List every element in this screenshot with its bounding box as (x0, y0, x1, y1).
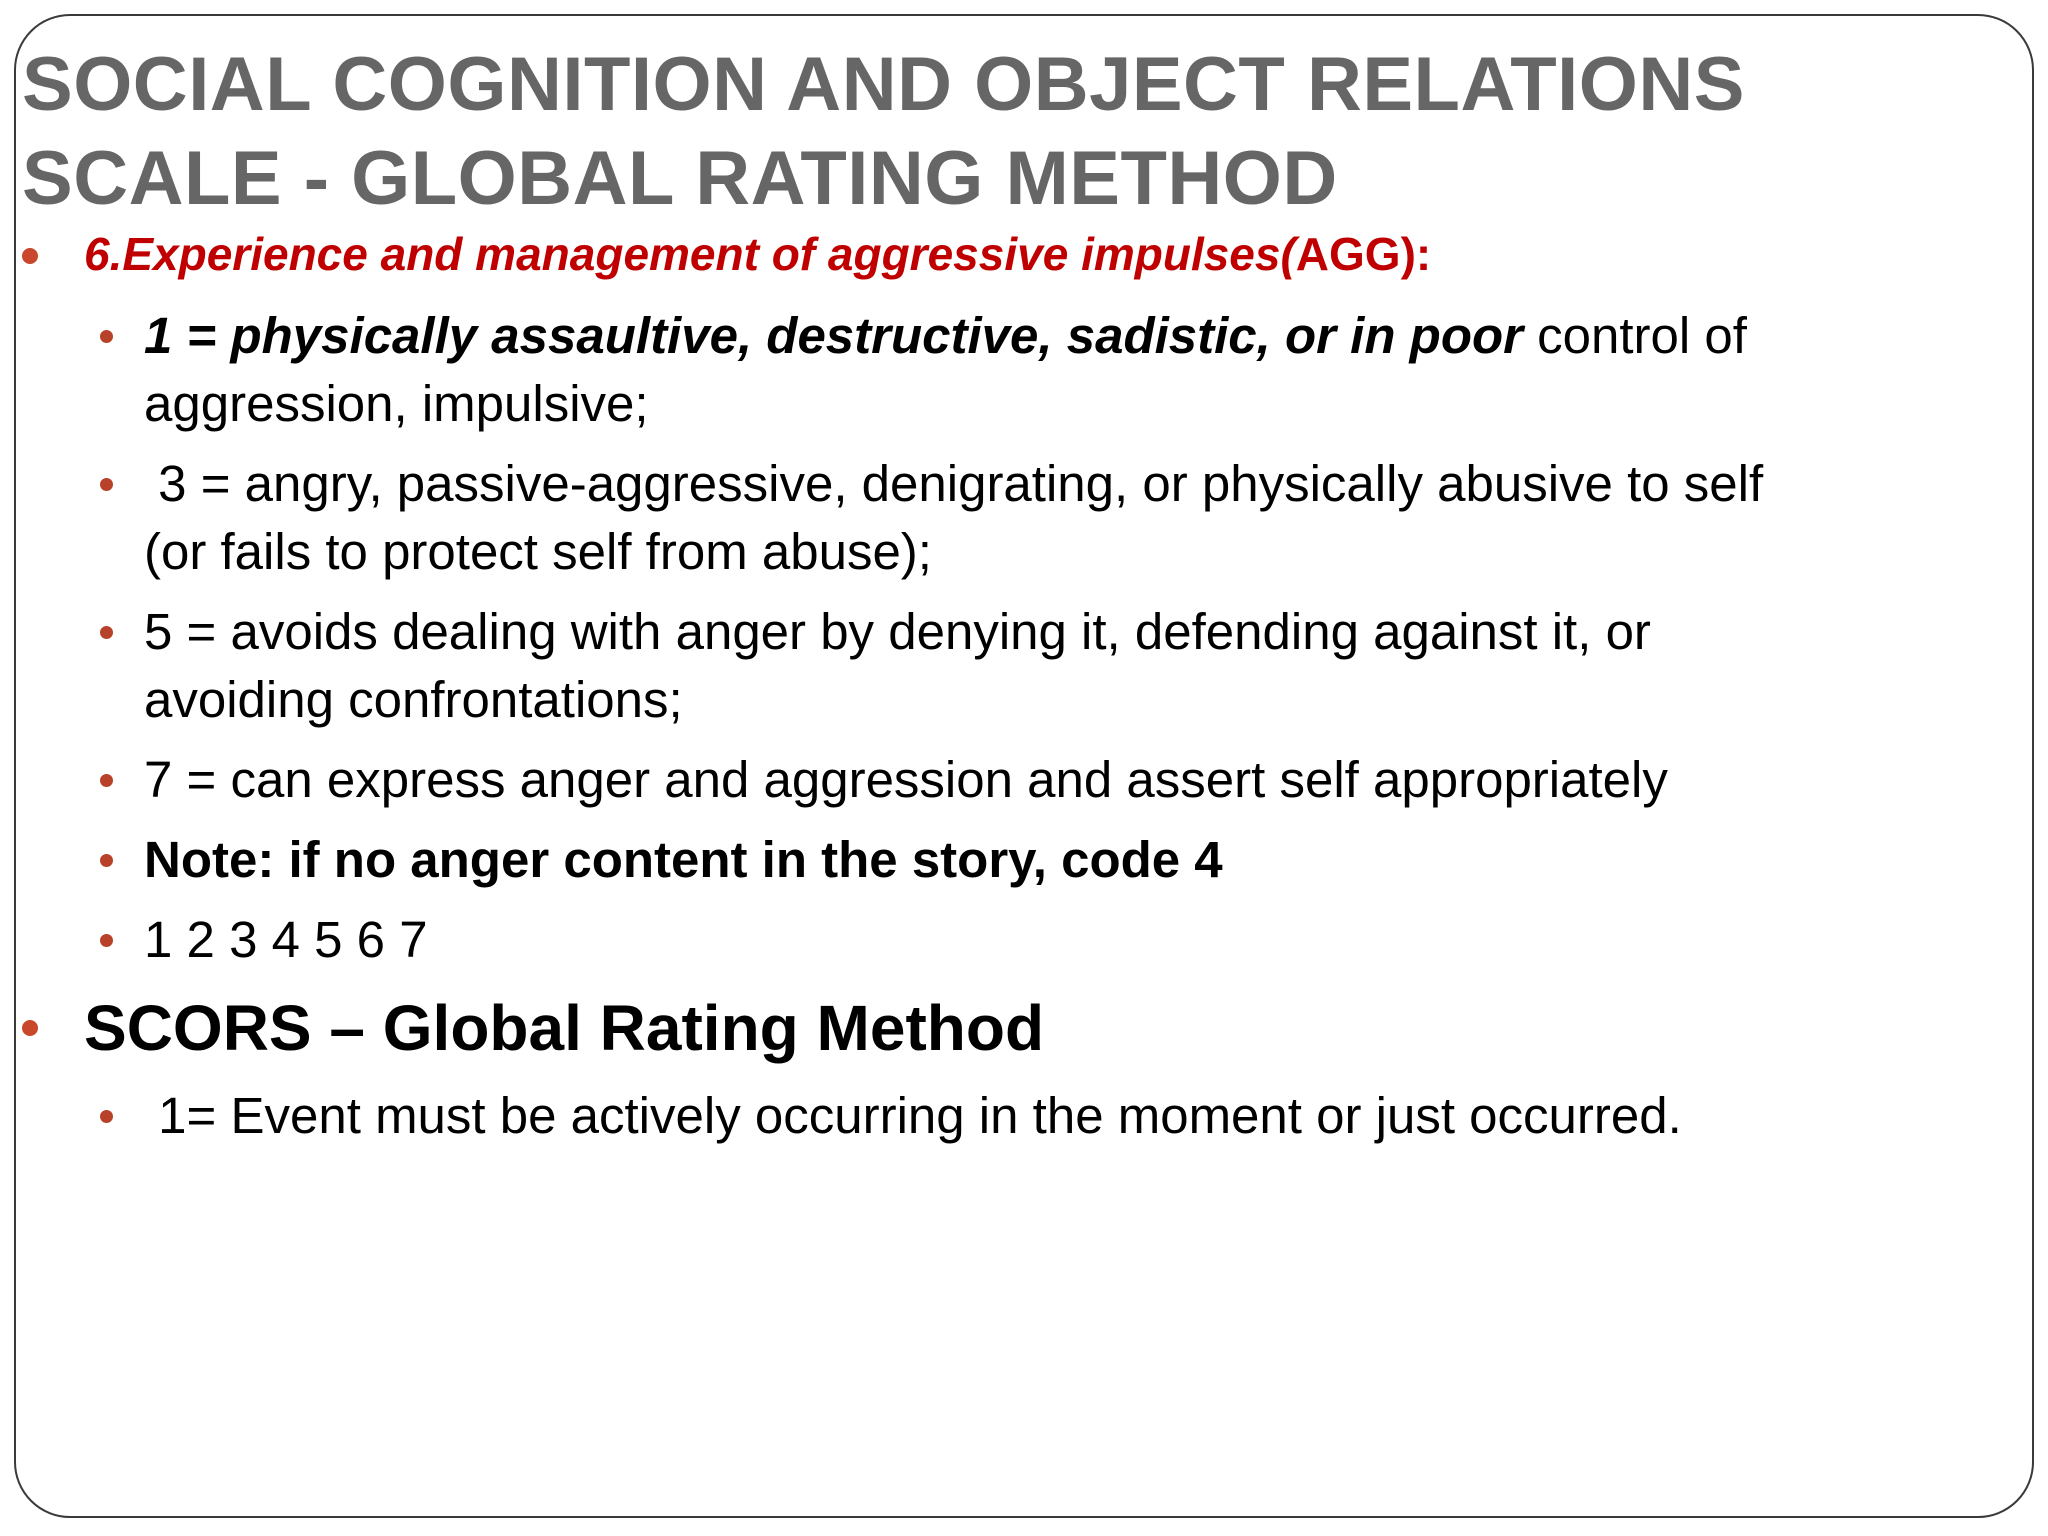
score-1-bold-text: 1 = physically assaultive, destructive, sadistic, or in poor (144, 307, 1523, 364)
bullet-icon (22, 1020, 38, 1036)
slide-title (22, 38, 1982, 226)
score-5-line-2: avoiding confrontations; (144, 671, 683, 728)
scale-text: 1 2 3 4 5 6 7 (144, 911, 428, 968)
note-text: Note: if no anger content in the story, code 4 (144, 831, 1223, 888)
bullet-icon (100, 626, 113, 639)
score-1-line-2: aggression, impulsive; (144, 375, 649, 432)
score-5-line-1: 5 = avoids dealing with anger by denying it, defending against it, or (144, 603, 1651, 660)
bullet-icon (100, 1110, 113, 1123)
bullet-icon (100, 854, 113, 867)
heading-italic-text: 6.Experience and management of aggressive impulses( (84, 228, 1296, 280)
slide-title-line-1: SOCIAL COGNITION AND OBJECT RELATIONS (22, 42, 1745, 127)
score-1-line-1 (144, 302, 1747, 370)
bullet-icon (100, 478, 113, 491)
score-7-text: 7 = can express anger and aggression and assert self appropriately (144, 751, 1668, 808)
bullet-icon (100, 934, 113, 947)
heading-upright-text: AGG): (1295, 228, 1432, 280)
bullet-icon (100, 774, 113, 787)
score-3-line-1: 3 = angry, passive-aggressive, denigrating, or physically abusive to self (144, 455, 1764, 512)
score-3-line-2: (or fails to protect self from abuse); (144, 523, 932, 580)
scors-heading-text: SCORS – Global Rating Method (84, 992, 1045, 1064)
bullet-icon (100, 330, 113, 343)
heading-text (84, 226, 1431, 282)
slide-title-line-2: SCALE - GLOBAL RATING METHOD (22, 136, 1338, 221)
bullet-icon (22, 248, 38, 264)
score-1-rest-text: control of (1522, 307, 1747, 364)
event-text: 1= Event must be actively occurring in the moment or just occurred. (144, 1087, 1682, 1144)
